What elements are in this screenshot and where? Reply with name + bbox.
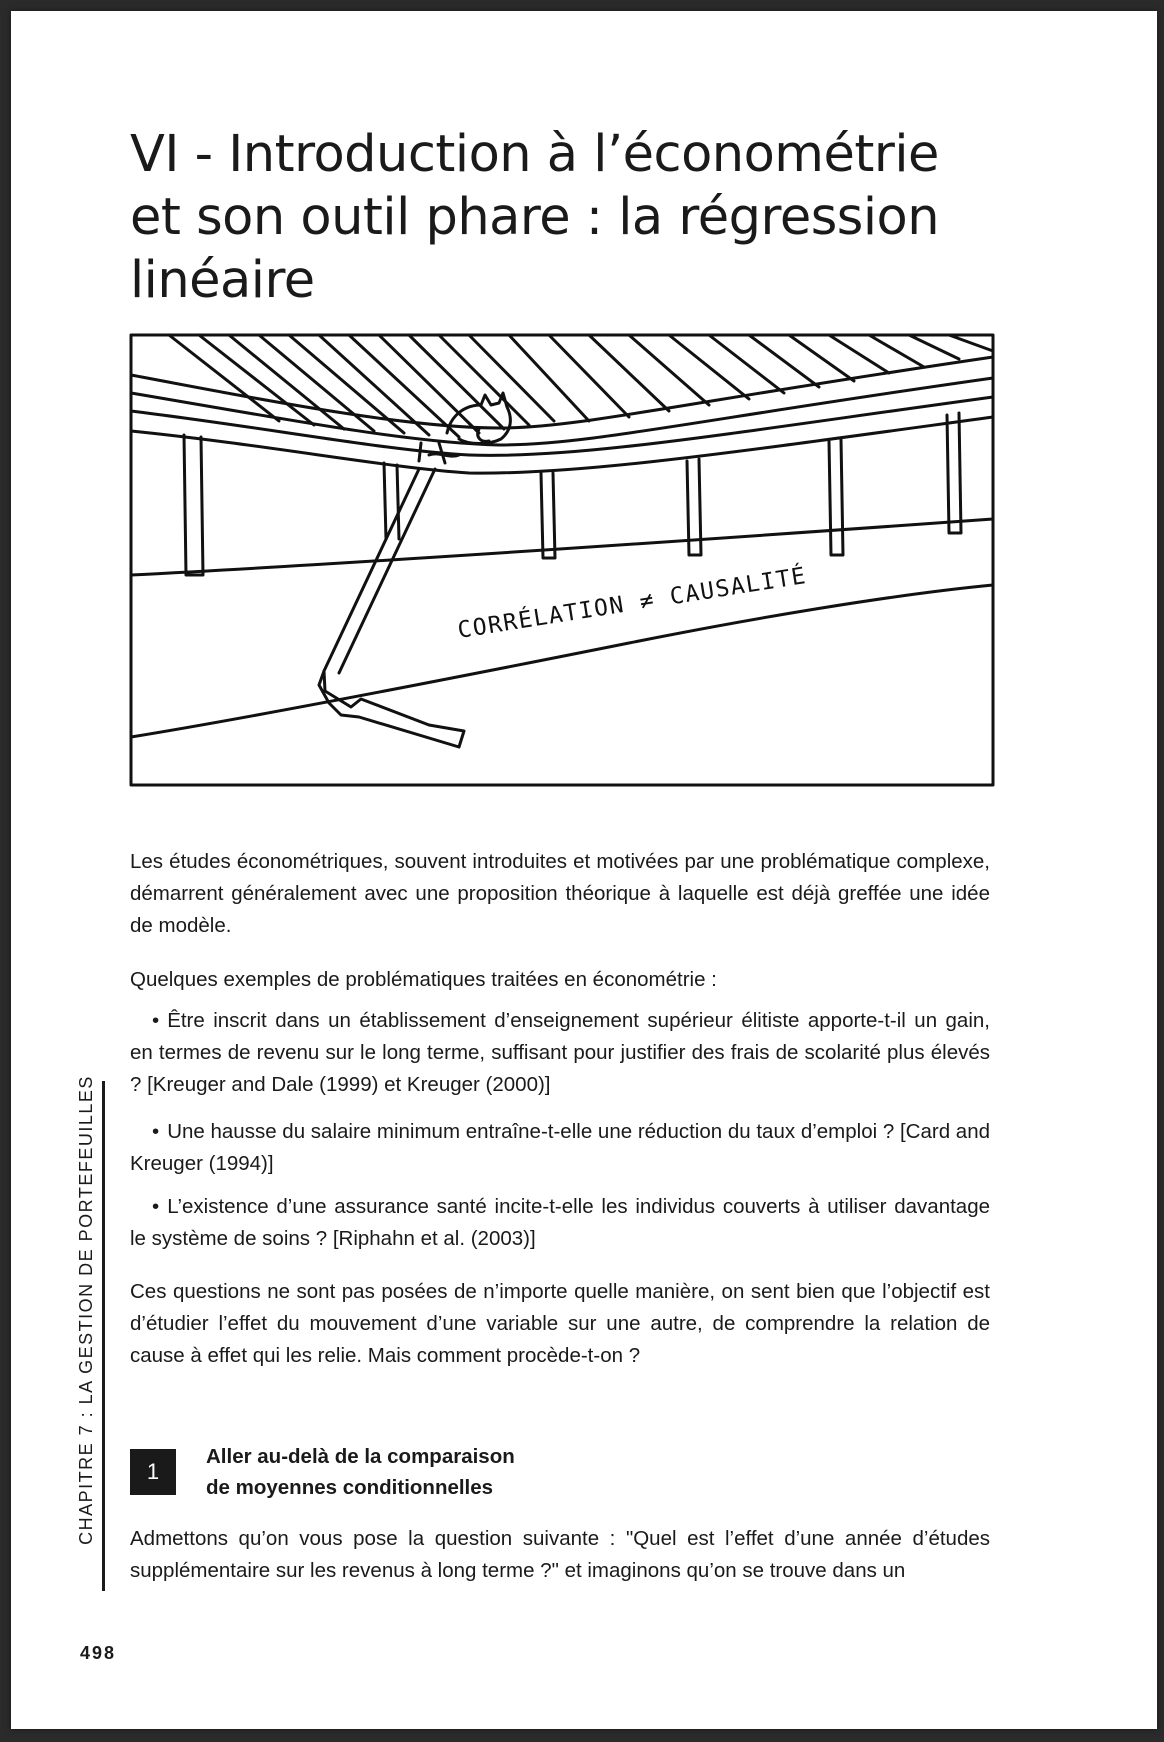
examples-heading: Quelques exemples de problématiques traitées en économétrie : — [130, 968, 717, 991]
chapter-side-tab — [69, 1075, 105, 1591]
bullet-dot-icon: • — [152, 1195, 160, 1218]
title-line-3: linéaire — [130, 251, 315, 310]
bullet-item — [130, 1116, 990, 1180]
book-page — [11, 11, 1157, 1729]
questions-paragraph: Ces questions ne sont pas posées de n’importe quelle manière, on sent bien que l’objectif est d’étudier l’effet du mouvement d’une variable sur une autre, de comprendre la relation de cause à effet qui les relie. Mais comment procède-t-on ? — [130, 1280, 990, 1367]
section-number-badge: 1 — [130, 1449, 176, 1495]
bullet-dot-icon: • — [152, 1009, 160, 1032]
section-heading — [206, 1441, 706, 1503]
illustration-frame — [131, 335, 993, 785]
side-tab-rule — [102, 1081, 105, 1591]
chapter-section-title — [130, 123, 990, 312]
side-tab-label: CHAPITRE 7 : LA GESTION DE PORTEFEUILLES — [76, 1075, 96, 1545]
bullet-item — [130, 1191, 990, 1255]
illustration-caption: CORRÉLATION ≠ CAUSALITÉ — [455, 563, 809, 644]
page-number: 498 — [80, 1643, 117, 1663]
bullet-text: L’existence d’une assurance santé incite-t-elle les individus couverts à utiliser davantage le système de soins ? [Riphahn et al. (2003)] — [130, 1195, 990, 1250]
bullet-text: Être inscrit dans un établissement d’enseignement supérieur élitiste apporte-t-il un gain, en termes de revenu sur le long terme, suffisant pour justifier des frais de scolarité plus élevés ? [Kreuger and Dale (1999) et Kreuger (2000)] — [130, 1009, 990, 1096]
title-line-1: VI - Introduction à l’économétrie — [130, 125, 939, 184]
section-paragraph: Admettons qu’on vous pose la question suivante : "Quel est l’effet d’une année d’études supplémentaire sur les revenus à long terme ?" et imaginons qu’on se trouve dans un — [130, 1527, 990, 1582]
bullet-dot-icon: • — [152, 1120, 160, 1143]
correlation-causation-cartoon — [129, 333, 995, 787]
title-line-2: et son outil phare : la régression — [130, 188, 940, 247]
section-heading-line-1: Aller au-delà de la comparaison — [206, 1445, 515, 1468]
section-heading-line-2: de moyennes conditionnelles — [206, 1476, 494, 1499]
bullet-text: Une hausse du salaire minimum entraîne-t-elle une réduction du taux d’emploi ? [Card and Kreuger (1994)] — [130, 1120, 990, 1175]
intro-paragraph: Les études économétriques, souvent introduites et motivées par une problématique complexe, démarrent généralement avec une proposition théorique à laquelle est déjà greffée une idée de modèle. — [130, 850, 990, 937]
bullet-item — [130, 1005, 990, 1101]
